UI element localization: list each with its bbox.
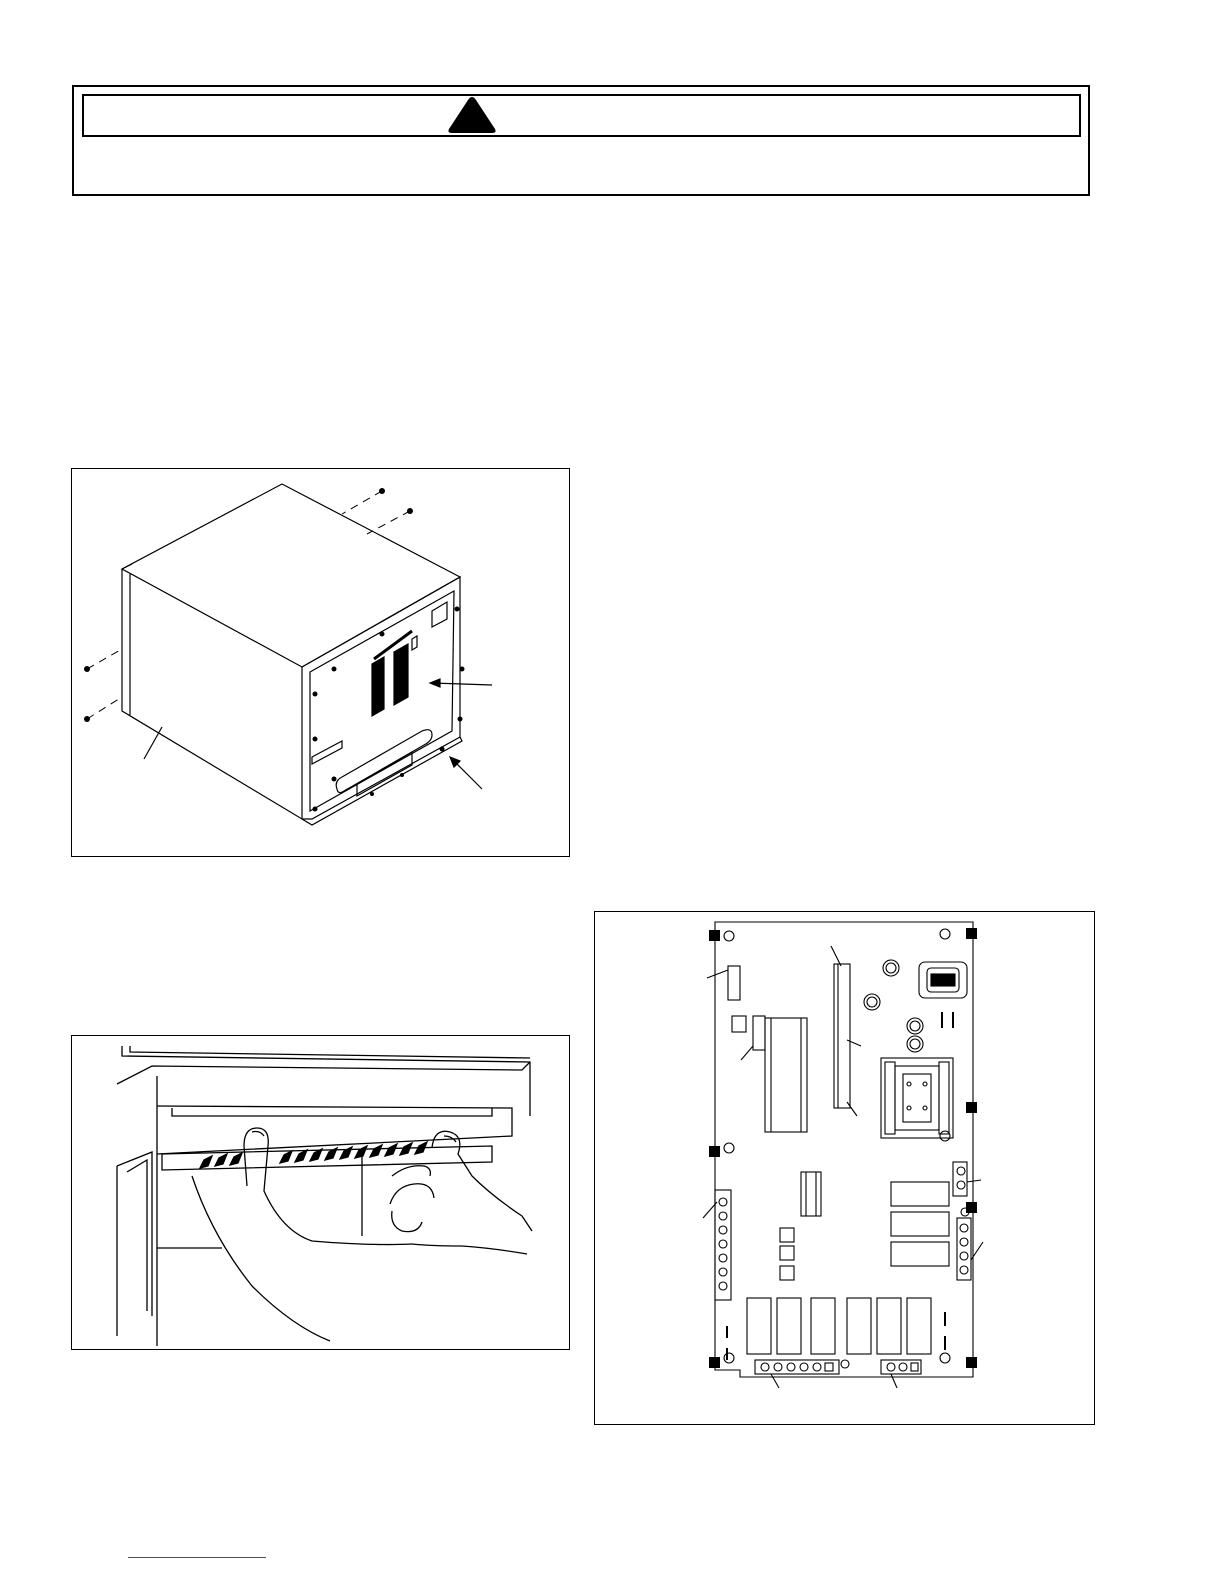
figure-cabinet (71, 468, 570, 857)
control-board-drawing (595, 912, 1094, 1424)
footer-link-underline[interactable] (128, 1557, 266, 1558)
figure-control-board (594, 911, 1095, 1425)
cabinet-drawing (72, 469, 569, 856)
warning-header-bar (82, 94, 1081, 137)
panel-removal-drawing (72, 1036, 569, 1349)
warning-triangle-icon (447, 95, 497, 135)
figure-panel-removal (71, 1035, 570, 1350)
